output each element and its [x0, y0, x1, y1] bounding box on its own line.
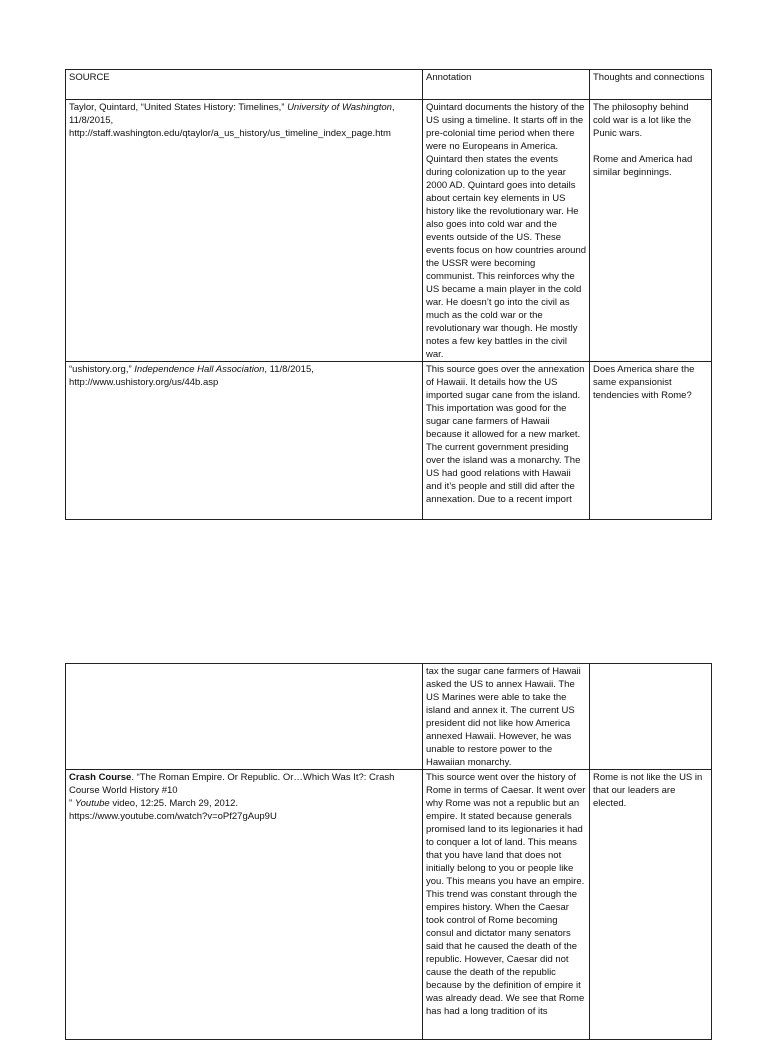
source-author: “ushistory.org,”: [69, 364, 132, 375]
annotation-cell: tax the sugar cane farmers of Hawaii asked the US to annex Hawaii. The US Marines were able to take the island and annex it. The current US president did not like how America annexed Hawaii. However, he was unable to restore power to the Hawaiian monarchy.: [423, 664, 590, 770]
annotation-cell: This source goes over the annexation of Hawaii. It details how the US imported sugar cane from the island. This importation was good for the sugar cane farmers of Hawaii because it allowed for a new market. The current government presiding over the island was a monarchy. The US had good relations with Hawaii and it’s people and still did after the annexation. Due to a recent import: [423, 362, 590, 520]
table-header-row: [66, 70, 712, 100]
thoughts-cell: Does America share the same expansionist tendencies with Rome?: [590, 362, 712, 520]
table-row: [66, 770, 712, 1040]
source-details: , 11/8/2015,: [69, 102, 395, 126]
source-cell: [66, 100, 423, 362]
source-publication: University of Washington: [287, 102, 392, 113]
source-url[interactable]: http://staff.washington.edu/qtaylor/a_us_history/us_timeline_index_page.htm: [69, 128, 391, 139]
thoughts-cell: Rome is not like the US in that our leaders are elected.: [590, 770, 712, 1040]
source-quote-mark: ”: [69, 798, 75, 809]
table-row: [66, 664, 712, 770]
source-cell: [66, 362, 423, 520]
sources-table-page-top: [65, 69, 712, 520]
source-cell: [66, 664, 423, 770]
table-row: [66, 100, 712, 362]
header-source: SOURCE: [66, 70, 423, 100]
thought-text: Rome and America had similar beginnings.: [593, 154, 693, 178]
annotation-cell: This source went over the history of Rome in terms of Caesar. It went over why Rome was not a republic but an empire. It stated because generals promised land to its legionaries it had to conquer a lot of land. This means that you have land that does not initially belong to you or people like you. This means you have an empire. This trend was constant through the empires history. When the Caesar took control of Rome becoming consul and dictator many senators said that he caused the death of the republic. However, Caesar did not cause the death of the republic because by the definition of empire it was already dead. We see that Rome has had a long tradition of its: [423, 770, 590, 1040]
source-details: video, 12:25. March 29, 2012.: [109, 798, 239, 809]
annotation-cell: Quintard documents the history of the US using a timeline. It starts off in the pre-colonial time period when there were no Europeans in America. Quintard then states the events during colonization up to the year 2000 AD. Quintard goes into details about certain key elements in US history like the revolutionary war. He also goes into cold war and the events outside of the US. These events focus on how countries around the USSR were becoming communist. This reinforces why the US became a main player in the cold war. He doesn’t go into the civil as much as the cold war or the revolutionary war though. He mostly notes a few key battles in the civil war.: [423, 100, 590, 362]
sources-table-page-continued: [65, 663, 712, 1040]
header-annotation: Annotation: [423, 70, 590, 100]
source-url[interactable]: https://www.youtube.com/watch?v=oPf27gAup9U: [69, 811, 277, 822]
thoughts-cell: [590, 100, 712, 362]
source-publication: Youtube: [74, 798, 110, 809]
source-publication: Independence Hall Association: [134, 364, 265, 375]
source-url[interactable]: http://www.ushistory.org/us/44b.asp: [69, 377, 219, 388]
source-author: Taylor, Quintard, “United States History: Timelines,”: [69, 102, 285, 113]
table-row: [66, 362, 712, 520]
source-title: . “The Roman Empire. Or Republic. Or…Which Was It?: Crash Course World History #10: [69, 772, 395, 796]
header-thoughts: Thoughts and connections: [590, 70, 712, 100]
source-cell: [66, 770, 423, 1040]
source-author: Crash Course: [69, 772, 132, 783]
thought-text: The philosophy behind cold war is a lot like the Punic wars.: [593, 102, 692, 139]
source-details: , 11/8/2015,: [264, 364, 314, 375]
thoughts-cell: [590, 664, 712, 770]
